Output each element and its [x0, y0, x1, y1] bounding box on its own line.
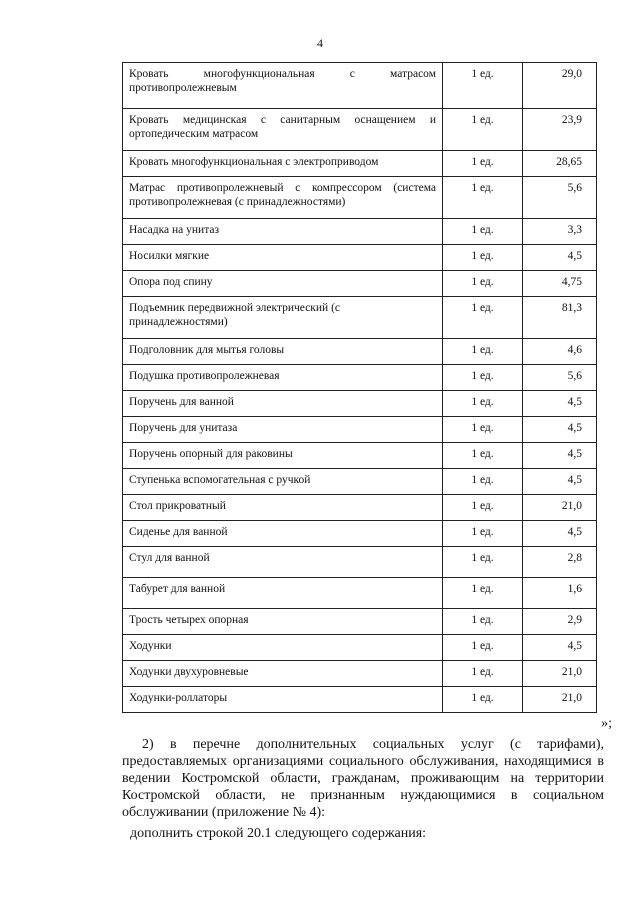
item-name-cell: Ходунки [123, 635, 443, 661]
price-cell: 23,9 [523, 109, 597, 151]
table-row [123, 443, 597, 469]
amendment-text [122, 736, 604, 842]
price-cell: 4,5 [523, 635, 597, 661]
item-name-cell: Ходунки двухуровневые [123, 661, 443, 687]
unit-cell: 1 ед. [443, 547, 523, 578]
table-row [123, 635, 597, 661]
price-cell: 4,5 [523, 521, 597, 547]
unit-cell: 1 ед. [443, 365, 523, 391]
table-row [123, 578, 597, 609]
item-name-cell: Ходунки-роллаторы [123, 687, 443, 713]
price-cell: 5,6 [523, 177, 597, 219]
table-row [123, 339, 597, 365]
item-name-cell: Стул для ванной [123, 547, 443, 578]
item-name-cell: Сиденье для ванной [123, 521, 443, 547]
tariff-table [122, 62, 596, 713]
table-row [123, 63, 597, 109]
item-name-cell: Табурет для ванной [123, 578, 443, 609]
price-cell: 81,3 [523, 297, 597, 339]
closing-quote: »; [601, 716, 612, 731]
table-row [123, 151, 597, 177]
table-row [123, 109, 597, 151]
table-row [123, 547, 597, 578]
price-cell: 4,75 [523, 271, 597, 297]
price-cell: 4,5 [523, 245, 597, 271]
unit-cell: 1 ед. [443, 661, 523, 687]
price-cell: 5,6 [523, 365, 597, 391]
table-row [123, 219, 597, 245]
unit-cell: 1 ед. [443, 245, 523, 271]
table-row [123, 521, 597, 547]
item-name-cell: Опора под спину [123, 271, 443, 297]
unit-cell: 1 ед. [443, 219, 523, 245]
price-cell: 29,0 [523, 63, 597, 109]
table-row [123, 391, 597, 417]
item-name-cell: Подъемник передвижной электрический (с принадлежностями) [123, 297, 443, 339]
unit-cell: 1 ед. [443, 443, 523, 469]
unit-cell: 1 ед. [443, 339, 523, 365]
unit-cell: 1 ед. [443, 578, 523, 609]
item-name-cell: Кровать многофункциональная с электроприводом [123, 151, 443, 177]
price-cell: 2,8 [523, 547, 597, 578]
item-name-cell: Трость четырех опорная [123, 609, 443, 635]
unit-cell: 1 ед. [443, 495, 523, 521]
unit-cell: 1 ед. [443, 297, 523, 339]
paragraph-3: дополнить строкой 20.1 следующего содержания: [130, 826, 427, 841]
unit-cell: 1 ед. [443, 109, 523, 151]
price-cell: 1,6 [523, 578, 597, 609]
unit-cell: 1 ед. [443, 469, 523, 495]
item-name-cell: Носилки мягкие [123, 245, 443, 271]
item-name-cell: Поручень опорный для раковины [123, 443, 443, 469]
table-row [123, 687, 597, 713]
table-row [123, 245, 597, 271]
paragraph-2: 2) в перечне дополнительных социальных услуг (с тарифами), предоставляемых организациями социального обслуживания, находящимися в ведении Костромской области, гражданам, проживающим на территории Костромской области, не признанным нуждающимися в социальном обслуживании (приложение № 4): [122, 737, 604, 820]
table-row [123, 609, 597, 635]
unit-cell: 1 ед. [443, 521, 523, 547]
table-body [123, 63, 597, 713]
item-name-cell: Ступенька вспомогательная с ручкой [123, 469, 443, 495]
price-cell: 4,5 [523, 469, 597, 495]
table-row [123, 417, 597, 443]
item-name-cell: Кровать многофункциональная с матрасом противопролежневым [123, 63, 443, 109]
table-row [123, 271, 597, 297]
item-name-cell: Насадка на унитаз [123, 219, 443, 245]
price-cell: 3,3 [523, 219, 597, 245]
unit-cell: 1 ед. [443, 271, 523, 297]
table-row [123, 297, 597, 339]
item-name-cell: Матрас противопролежневый с компрессором (система противопролежневая (с принадлежностями) [123, 177, 443, 219]
price-cell: 21,0 [523, 687, 597, 713]
price-cell: 4,5 [523, 443, 597, 469]
unit-cell: 1 ед. [443, 151, 523, 177]
item-name-cell: Поручень для ванной [123, 391, 443, 417]
unit-cell: 1 ед. [443, 63, 523, 109]
table-row [123, 661, 597, 687]
price-cell: 28,65 [523, 151, 597, 177]
table-row [123, 469, 597, 495]
unit-cell: 1 ед. [443, 635, 523, 661]
unit-cell: 1 ед. [443, 177, 523, 219]
price-cell: 4,6 [523, 339, 597, 365]
item-name-cell: Стол прикроватный [123, 495, 443, 521]
unit-cell: 1 ед. [443, 417, 523, 443]
item-name-cell: Подголовник для мытья головы [123, 339, 443, 365]
item-name-cell: Поручень для унитаза [123, 417, 443, 443]
price-cell: 4,5 [523, 391, 597, 417]
price-cell: 4,5 [523, 417, 597, 443]
unit-cell: 1 ед. [443, 687, 523, 713]
item-name-cell: Кровать медицинская с санитарным оснащением и ортопедическим матрасом [123, 109, 443, 151]
price-cell: 21,0 [523, 661, 597, 687]
page-number: 4 [317, 36, 323, 50]
unit-cell: 1 ед. [443, 391, 523, 417]
price-cell: 21,0 [523, 495, 597, 521]
unit-cell: 1 ед. [443, 609, 523, 635]
item-name-cell: Подушка противопролежневая [123, 365, 443, 391]
table-row [123, 495, 597, 521]
table-row [123, 177, 597, 219]
price-cell: 2,9 [523, 609, 597, 635]
table-row [123, 365, 597, 391]
